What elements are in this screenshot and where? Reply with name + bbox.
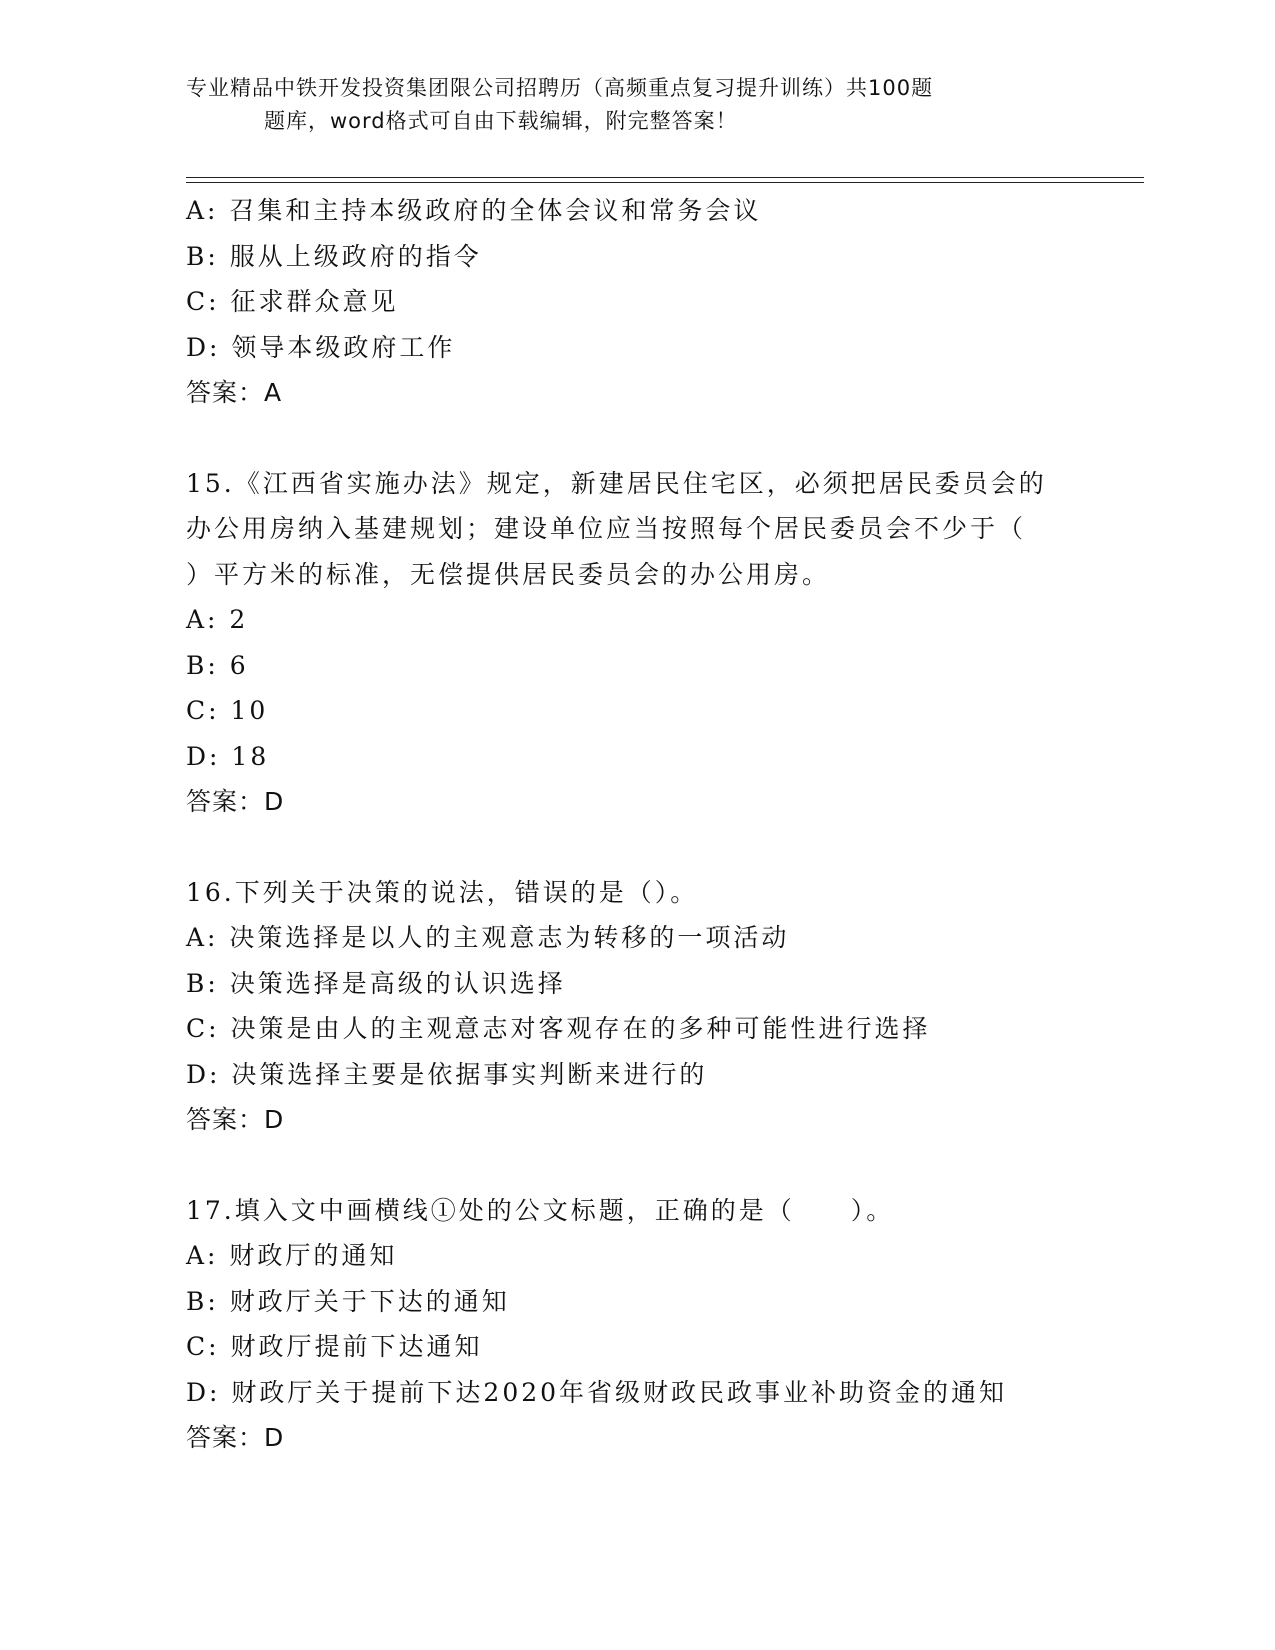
question-stem: 16.下列关于决策的说法，错误的是（）。 — [186, 877, 699, 907]
option-d: D: 财政厅关于提前下达2020年省级财政民政事业补助资金的通知 — [186, 1377, 1008, 1407]
option-a: A: 财政厅的通知 — [186, 1241, 398, 1270]
question-17 — [186, 1188, 1086, 1461]
question-stem: ）平方米的标准，无偿提供居民委员会的办公用房。 — [186, 559, 831, 589]
option-b: B: 决策选择是高级的认识选择 — [186, 968, 566, 998]
header-divider-top — [186, 177, 1144, 178]
option-c: C: 10 — [186, 696, 269, 725]
option-d: D: 决策选择主要是依据事实判断来进行的 — [186, 1059, 708, 1089]
spacer — [186, 416, 1086, 461]
header-divider-bottom — [186, 182, 1144, 183]
option-b: B: 6 — [186, 650, 249, 680]
spacer — [186, 825, 1086, 870]
question-stem: 17.填入文中画横线①处的公文标题，正确的是（ ）。 — [186, 1195, 895, 1225]
answer-label: 答案：D — [186, 1423, 285, 1452]
question-15 — [186, 461, 1086, 825]
option-c: C: 征求群众意见 — [186, 287, 399, 316]
option-a: A: 2 — [186, 605, 249, 634]
option-b: B: 服从上级政府的指令 — [186, 241, 482, 271]
header-title-line-2: 题库，word格式可自由下载编辑，附完整答案！ — [264, 109, 738, 133]
question-list — [186, 188, 1086, 1461]
option-d: D: 18 — [186, 741, 270, 771]
answer-label: 答案：D — [186, 787, 285, 816]
header-title-line-1: 专业精品中铁开发投资集团限公司招聘历（高频重点复习提升训练）共100题 — [186, 76, 934, 100]
answer-label: 答案：A — [186, 378, 283, 407]
option-b: B: 财政厅关于下达的通知 — [186, 1286, 510, 1316]
option-d: D: 领导本级政府工作 — [186, 332, 456, 362]
option-a: A: 决策选择是以人的主观意志为转移的一项活动 — [186, 923, 790, 952]
option-a: A: 召集和主持本级政府的全体会议和常务会议 — [186, 196, 762, 225]
answer-label: 答案：D — [186, 1105, 285, 1134]
question-stem: 办公用房纳入基建规划；建设单位应当按照每个居民委员会不少于（ — [186, 514, 1027, 543]
option-c: C: 财政厅提前下达通知 — [186, 1332, 483, 1361]
question-14-continued — [186, 188, 1086, 416]
question-stem: 15.《江西省实施办法》规定，新建居民住宅区，必须把居民委员会的 — [186, 468, 1047, 498]
document-header — [186, 72, 1086, 138]
question-16 — [186, 870, 1086, 1143]
option-c: C: 决策是由人的主观意志对客观存在的多种可能性进行选择 — [186, 1014, 931, 1043]
spacer — [186, 1143, 1086, 1188]
